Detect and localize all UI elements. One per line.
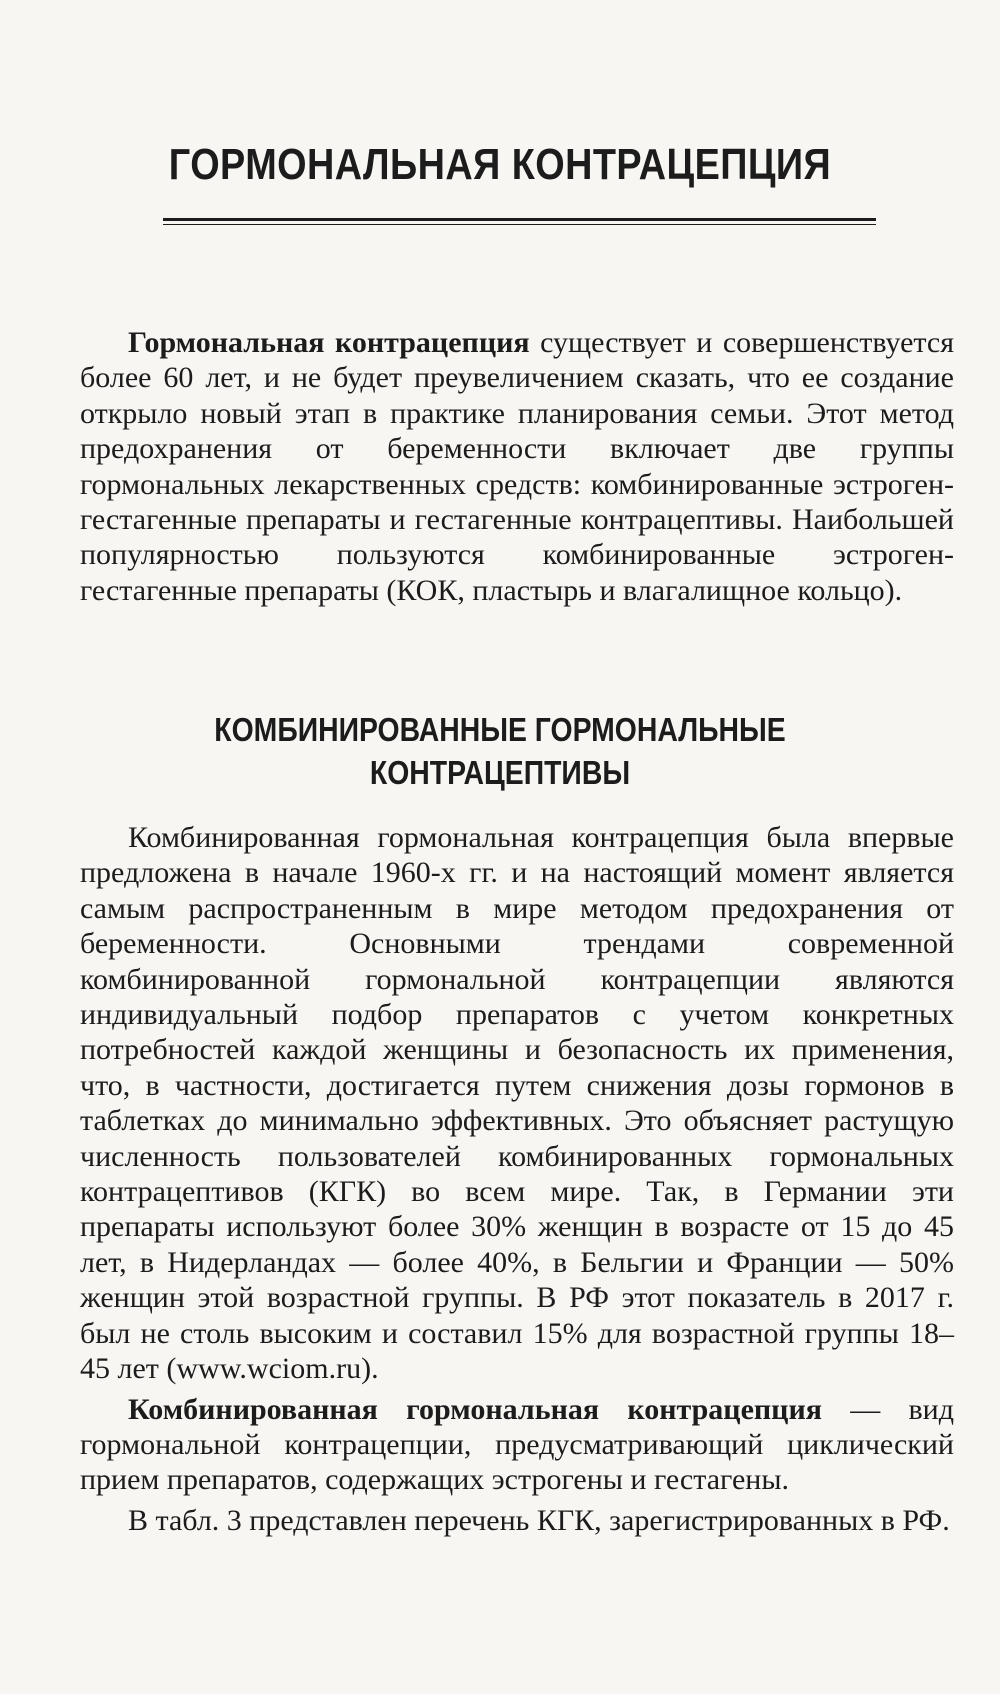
definition-paragraph [80,1392,954,1498]
intro-term: Гормональная контрацепция [128,326,530,359]
section-paragraph-3: В табл. 3 представлен перечень КГК, зарегистрированных в РФ. [128,1503,950,1537]
chapter-title: ГОРМОНАЛЬНАЯ КОНТРАЦЕПЦИЯ [168,140,832,189]
section-paragraph-1: Комбинированная гормональная контрацепция была впервые предложена в начале 1960-х гг. и на настоящий момент является самым распространенным в мире методом предохранения от беременности. Основными трендами современной комбинированной гормональной контрацепции являются индивидуальный подбор препаратов с учетом конкретных потребностей каждой женщины и безопасность их применения, что, в частности, достигается путем снижения дозы гормонов в таблетках до минимально эффективных. Это объясняет растущую численность пользователей комбинированных гормональных контрацептивов (КГК) во всем мире. Так, в Германии эти препараты используют более 30% женщин в возрасте от 15 до 45 лет, в Нидерландах — более 40%, в Бельгии и Франции — 50% женщин этой возрастной группы. В РФ этот показатель в 2017 г. был не столь высоким и составил 15% для возрастной группы 18–45 лет (www.wciom.ru). [80,821,954,1386]
intro-text: существует и совершенствуется более 60 лет, и не будет преувеличением сказать, что ее создание открыло новый этап в практике планирования семьи. Этот метод предохранения от беременности включает две группы гормональных лекарственных средств: комбинированные эстроген-гестагенные препараты и гестагенные контрацептивы. Наибольшей популярностью пользуются комбинированные эстроген-гестагенные препараты (КОК, пластырь и влагалищное кольцо). [80,326,954,607]
section-body [80,820,954,1538]
section-title-line-2: КОНТРАЦЕПТИВЫ [369,754,631,791]
title-rule-thin [163,224,876,225]
intro-paragraph [80,325,954,608]
definition-term: Комбинированная гормональная контрацепция [128,1392,822,1426]
section-title-line-1: КОМБИНИРОВАННЫЕ ГОРМОНАЛЬНЫЕ [214,711,786,748]
intro-block [80,325,954,608]
section-title [70,708,930,794]
title-rule-thick [163,218,876,221]
definition-text: — вид гормональной контрацепции, предусматривающий циклический прием препаратов, содержащих эстрогены и гестагены. [80,1392,954,1497]
